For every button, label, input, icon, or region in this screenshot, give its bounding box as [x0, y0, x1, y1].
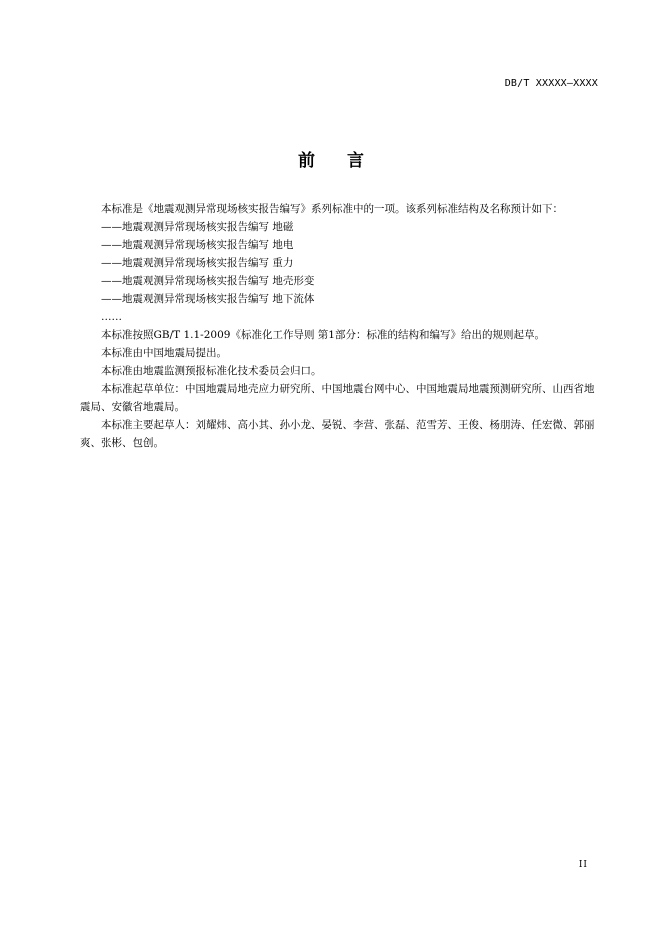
document-code: DB/T XXXXX—XXXX: [504, 78, 598, 89]
series-item-crustal-deformation: ——地震观测异常现场核实报告编写 地壳形变: [101, 275, 315, 287]
drafting-units-paragraph: 本标准起草单位：中国地震局地壳应力研究所、中国地震台网中心、中国地震局地震预测研究所、山西省地震局、安徽省地震局。: [80, 383, 595, 413]
series-item-gravity: ——地震观测异常现场核实报告编写 重力: [101, 257, 294, 269]
series-ellipsis: ……: [101, 311, 122, 323]
title-char-1: 前: [298, 151, 316, 171]
intro-paragraph: 本标准是《地震观测异常现场核实报告编写》系列标准中的一项。该系列标准结构及名称预计如下：: [101, 203, 563, 215]
drafting-rules-paragraph: 本标准按照GB/T 1.1-2009《标准化工作导则 第1部分：标准的结构和编写》给出的规则起草。: [101, 329, 545, 341]
series-item-magnetism: ——地震观测异常现场核实报告编写 地磁: [101, 221, 294, 233]
page-title: [0, 146, 662, 171]
series-item-underground-fluid: ——地震观测异常现场核实报告编写 地下流体: [101, 293, 315, 305]
series-item-geoelectric: ——地震观测异常现场核实报告编写 地电: [101, 239, 294, 251]
drafters-paragraph: 本标准主要起草人：刘耀炜、高小其、孙小龙、晏锐、李营、张磊、范雪芳、王俊、杨朋涛、任宏微、郭丽爽、张彬、包创。: [80, 419, 595, 449]
committee-paragraph: 本标准由地震监测预报标准化技术委员会归口。: [101, 365, 322, 377]
proposer-paragraph: 本标准由中国地震局提出。: [101, 347, 227, 359]
document-body: [80, 200, 600, 452]
title-char-2: 言: [346, 151, 364, 171]
page-number: II: [578, 860, 588, 870]
